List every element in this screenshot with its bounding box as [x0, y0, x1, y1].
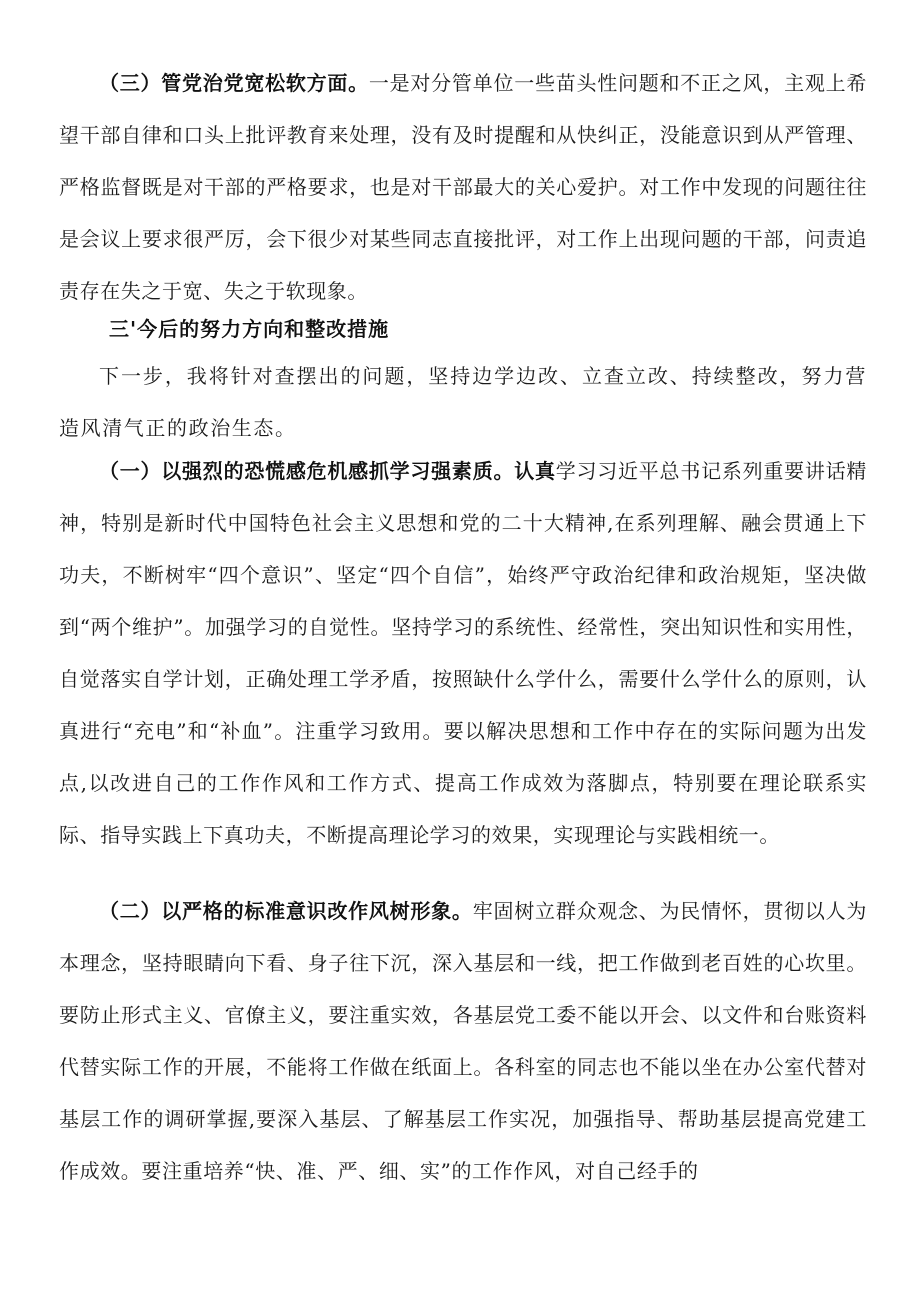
paragraph-body: 牢固树立群众观念、为民情怀，贯彻以人为本理念，坚持眼睛向下看、身子往下沉，深入基层和一线，把工作做到老百姓的心坎里。要防止形式主义、官僚主义，要注重实效，各基层党工委不能以开会、以文件和台账资料代替实际工作的开展，不能将工作做在纸面上。各科室的同志也不能以坐在办公室代替对基层工作的调研掌握,要深入基层、了解基层工作实况，加强指导、帮助基层提高党建工作成效。要注重培养“快、准、严、细、实”的工作作风，对自己经手的 [59, 899, 867, 1183]
paragraph-next-steps [59, 350, 867, 454]
section-heading: 三'今后的努力方向和整改措施 [109, 317, 390, 341]
paragraph-lead: （二）以严格的标准意识改作风树形象。 [99, 899, 473, 923]
paragraph-body: 一是对分管单位一些苗头性问题和不正之风，主观上希望干部自律和口头上批评教育来处理，没有及时提醒和从快纠正，没能意识到从严管理、严格监督既是对干部的严格要求，也是对干部最大的关心爱护。对工作中发现的问题往往是会议上要求很严厉，会下很少对某些同志直接批评，对工作上出现问题的干部，问责追责存在失之于宽、失之于软现象。 [59, 71, 867, 303]
paragraph-strictness-issue [59, 57, 867, 317]
paragraph-lead: （一）以强烈的恐慌感危机感抓学习强素质。认真 [99, 459, 556, 483]
paragraph-body: 下一步，我将针对查摆出的问题，坚持边学边改、立查立改、持续整改，努力营造风清气正的政治生态。 [59, 364, 867, 440]
paragraph-lead: （三）管党治党宽松软方面。 [99, 71, 369, 95]
paragraph-study-measure [59, 445, 867, 861]
paragraph-body: 学习习近平总书记系列重要讲话精神，特别是新时代中国特色社会主义思想和党的二十大精神,在系列理解、融会贯通上下功夫，不断树牢“四个意识”、坚定“四个自信”，始终严守政治纪律和政治规矩，坚决做到“两个维护”。加强学习的自觉性。坚持学习的系统性、经常性，突出知识性和实用性，自觉落实自学计划，正确处理工学矛盾，按照缺什么学什么，需要什么学什么的原则，认真进行“充电”和“补血”。注重学习致用。要以解决思想和工作中存在的实际问题为出发点,以改进自己的工作作风和工作方式、提高工作成效为落脚点，特别要在理论联系实际、指导实践上下真功夫，不断提高理论学习的效果，实现理论与实践相统一。 [59, 459, 868, 847]
paragraph-style-measure [59, 885, 867, 1197]
